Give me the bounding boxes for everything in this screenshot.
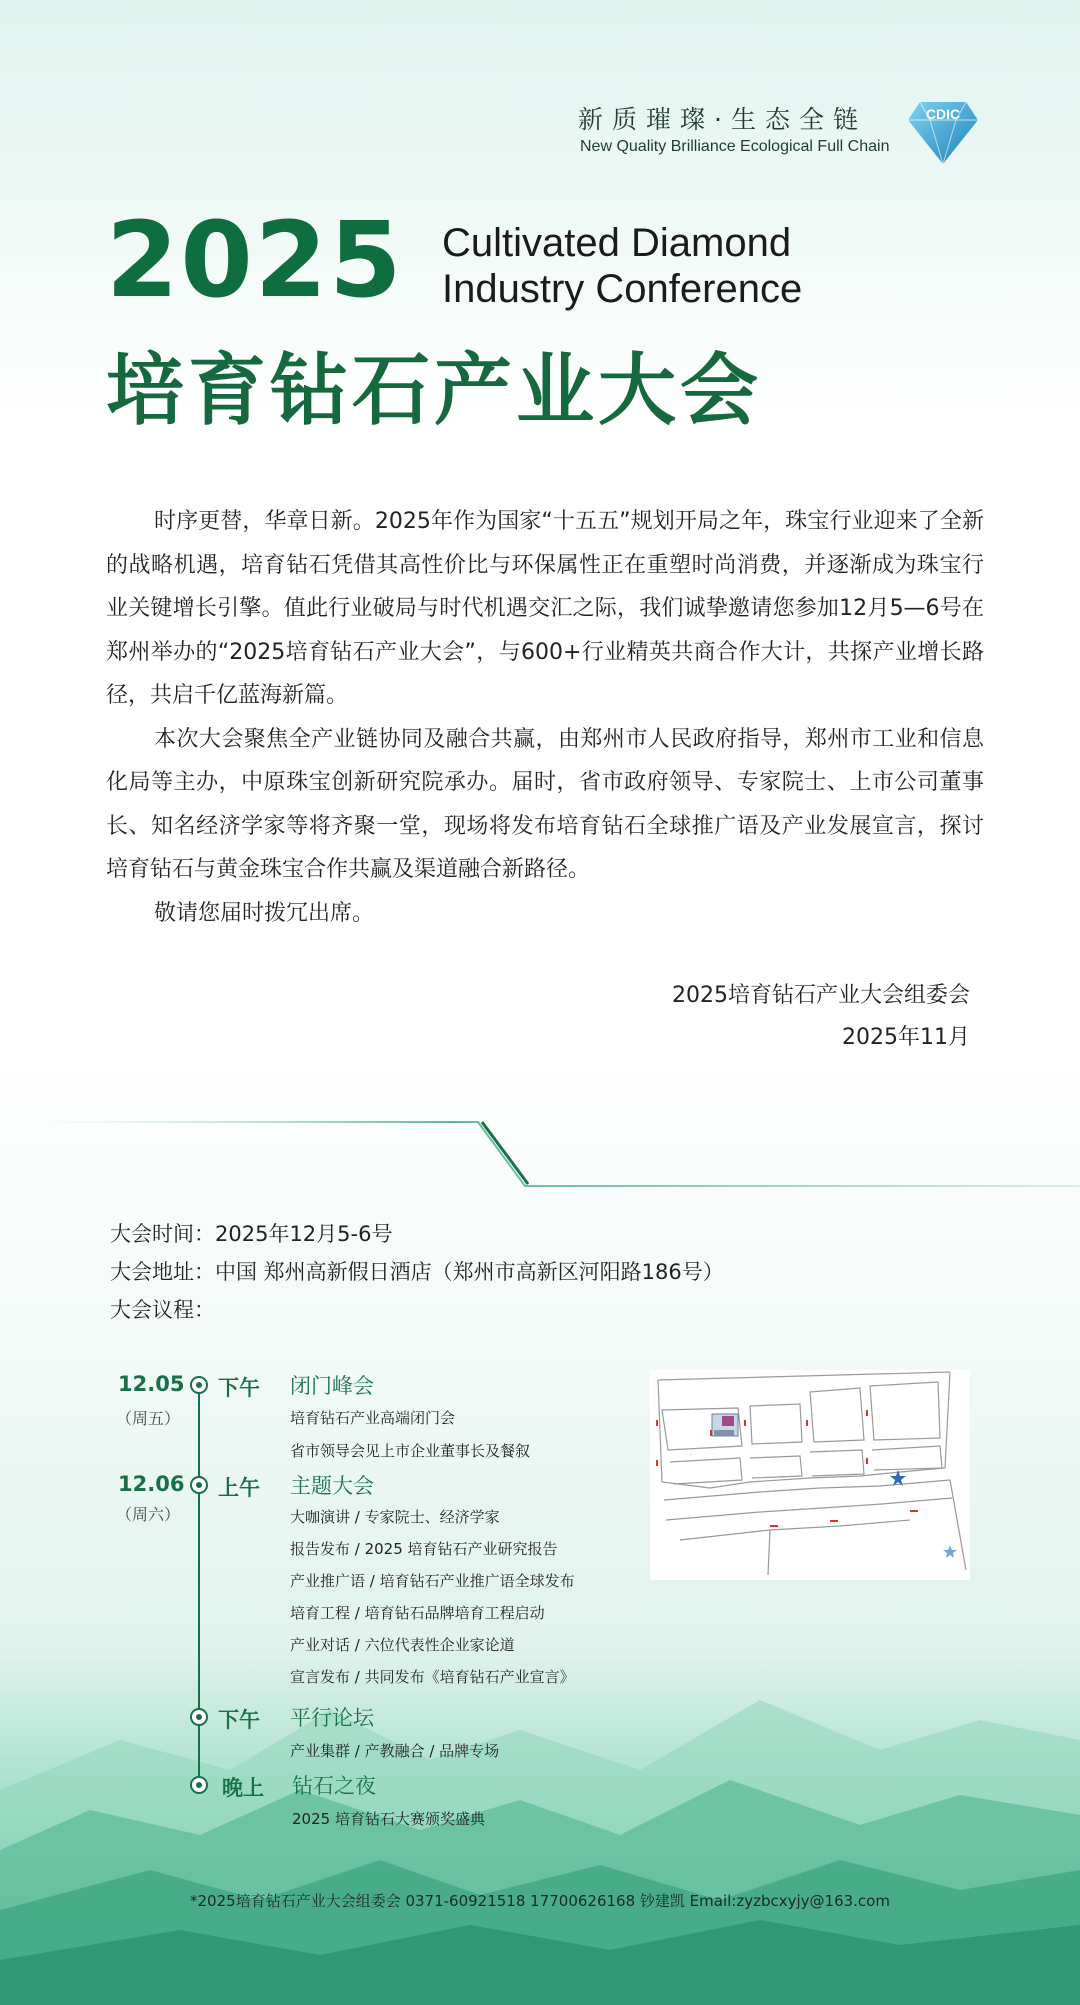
timeline-node <box>190 1708 208 1726</box>
day1-period: 下午 <box>218 1376 260 1400</box>
logo-text: CDIC <box>925 106 961 122</box>
afternoon-period: 下午 <box>218 1708 260 1732</box>
day2-item: 报告发布 / 2025 培育钻石产业研究报告 <box>290 1540 558 1558</box>
title-english <box>442 220 802 312</box>
conference-time: 大会时间：2025年12月5-6号 <box>110 1222 393 1246</box>
afternoon-session: 平行论坛 <box>290 1706 374 1730</box>
day2-weekday: （周六） <box>116 1505 181 1524</box>
letter-paragraph-3: 敬请您届时拨冗出席。 <box>154 900 375 926</box>
day1-item: 省市领导会见上市企业董事长及餐叙 <box>290 1442 531 1460</box>
timeline-node <box>190 1376 208 1394</box>
title-year: 2025 <box>106 199 404 321</box>
day2-item: 大咖演讲 / 专家院士、经济学家 <box>290 1508 500 1526</box>
slogan-english: New Quality Brilliance Ecological Full Chain <box>580 138 890 155</box>
signature-date: 2025年11月 <box>842 1025 970 1050</box>
evening-period: 晚上 <box>222 1776 264 1800</box>
signature-org: 2025培育钻石产业大会组委会 <box>672 983 970 1008</box>
title-chinese: 培育钻石产业大会 <box>106 346 763 436</box>
invitation-letter <box>106 500 984 935</box>
conference-info <box>110 1215 724 1329</box>
title-english-line2: Industry Conference <box>442 267 803 311</box>
day2-date: 12.06 <box>118 1472 185 1496</box>
day2-session: 主题大会 <box>290 1474 374 1498</box>
evening-item: 2025 培育钻石大赛颁奖盛典 <box>292 1810 485 1828</box>
day1-weekday: （周五） <box>116 1409 181 1428</box>
slogan-chinese: 新质璀璨·生态全链 <box>578 105 867 134</box>
section-divider <box>0 1110 1080 1190</box>
day2-item: 产业对话 / 六位代表性企业家论道 <box>290 1636 515 1654</box>
letter-paragraph-2: 本次大会聚焦全产业链协同及融合共赢，由郑州市人民政府指导，郑州市工业和信息化局等主办，中原珠宝创新研究院承办。届时，省市政府领导、专家院士、上市公司董事长、知名经济学家等将齐聚一堂，现场将发布培育钻石全球推广语及产业发展宣言，探讨培育钻石与黄金珠宝合作共赢及渠道融合新路径。 <box>106 726 984 882</box>
timeline-node <box>190 1476 208 1494</box>
day1-item: 培育钻石产业高端闭门会 <box>290 1409 456 1427</box>
title-english-line1: Cultivated Diamond <box>442 221 792 265</box>
day1-session: 闭门峰会 <box>290 1374 374 1398</box>
evening-session: 钻石之夜 <box>292 1774 376 1798</box>
footer-contact: *2025培育钻石产业大会组委会 0371-60921518 17700626168 钞建凯 Email:zyzbcxyjy@163.com <box>190 1892 890 1910</box>
afternoon-item: 产业集群 / 产教融合 / 品牌专场 <box>290 1742 500 1760</box>
day2-item: 宣言发布 / 共同发布《培育钻石产业宣言》 <box>290 1668 575 1686</box>
conference-place: 大会地址：中国 郑州高新假日酒店（郑州市高新区河阳路186号） <box>110 1260 724 1284</box>
day2-period: 上午 <box>218 1476 260 1500</box>
timeline-node <box>190 1776 208 1794</box>
day2-item: 培育工程 / 培育钻石品牌培育工程启动 <box>290 1604 545 1622</box>
day1-date: 12.05 <box>118 1372 185 1396</box>
diamond-logo-icon <box>906 98 980 168</box>
conference-agenda-label: 大会议程： <box>110 1298 215 1322</box>
signature-block <box>672 975 970 1059</box>
venue-map <box>650 1370 970 1580</box>
letter-paragraph-1: 时序更替，华章日新。2025年作为国家“十五五”规划开局之年，珠宝行业迎来了全新的战略机遇，培育钻石凭借其高性价比与环保属性正在重塑时尚消费，并逐渐成为珠宝行业关键增长引擎。值此行业破局与时代机遇交汇之际，我们诚挚邀请您参加12月5—6号在郑州举办的“2025培育钻石产业大会”，与600+行业精英共商合作大计，共探产业增长路径，共启千亿蓝海新篇。 <box>106 509 984 708</box>
svg-text:·: · <box>690 1452 692 1458</box>
day2-item: 产业推广语 / 培育钻石产业推广语全球发布 <box>290 1572 575 1590</box>
